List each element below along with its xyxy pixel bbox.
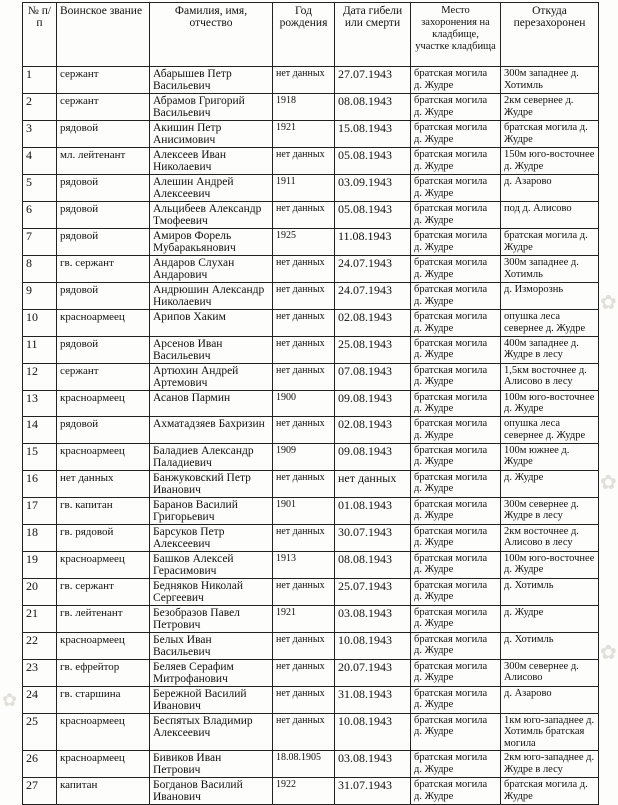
burial-place-cell: братская могила д. Жудре	[411, 148, 501, 175]
reburied-from-cell: 100м юго-восточнее д. Жудре	[501, 551, 599, 578]
burial-place-cell: братская могила д. Жудре	[411, 497, 501, 524]
birth-year-cell: 1922	[273, 778, 335, 805]
death-date-cell: 10.08.1943	[335, 632, 411, 659]
header-reburied-from: Откуда перезахоронен	[501, 3, 599, 67]
table-row	[23, 363, 599, 390]
military-rank-cell: капитан	[57, 778, 150, 805]
table-header-row	[23, 3, 599, 67]
header-death-date: Дата гибели или смерти	[335, 3, 411, 67]
death-date-cell: 08.08.1943	[335, 94, 411, 121]
full-name-cell: Амиров Форель Мубаракьянович	[150, 229, 273, 256]
death-date-cell: 07.08.1943	[335, 363, 411, 390]
burial-place-cell: братская могила д. Жудре	[411, 605, 501, 632]
table-row	[23, 229, 599, 256]
row-number-cell: 20	[23, 578, 57, 605]
reburied-from-cell: 300м западнее д. Хотимль	[501, 67, 599, 94]
death-date-cell: 03.08.1943	[335, 605, 411, 632]
burial-place-cell: братская могила д. Жудре	[411, 202, 501, 229]
table-row	[23, 417, 599, 444]
death-date-cell: 24.07.1943	[335, 256, 411, 283]
header-name: Фамилия, имя, отчество	[150, 3, 273, 67]
table-row	[23, 256, 599, 283]
birth-year-cell: 1901	[273, 497, 335, 524]
reburied-from-cell: 1км юго-западнее д. Хотимль братская могила	[501, 713, 599, 751]
full-name-cell: Абарышев Петр Васильевич	[150, 67, 273, 94]
military-rank-cell: рядовой	[57, 121, 150, 148]
death-date-cell: 03.09.1943	[335, 175, 411, 202]
military-rank-cell: рядовой	[57, 336, 150, 363]
row-number-cell: 22	[23, 632, 57, 659]
death-date-cell: 01.08.1943	[335, 497, 411, 524]
reburied-from-cell: 300м севернее д. Алисово	[501, 659, 599, 686]
table-row	[23, 121, 599, 148]
death-date-cell: 15.08.1943	[335, 121, 411, 148]
birth-year-cell: 18.08.1905	[273, 751, 335, 778]
burial-place-cell: братская могила д. Жудре	[411, 659, 501, 686]
full-name-cell: Баранов Василий Григорьевич	[150, 497, 273, 524]
reburied-from-cell: д. Жудре	[501, 470, 599, 497]
birth-year-cell: 1913	[273, 551, 335, 578]
birth-year-cell: 1921	[273, 121, 335, 148]
reburied-from-cell: под д. Алисово	[501, 202, 599, 229]
table-row	[23, 175, 599, 202]
table-row	[23, 336, 599, 363]
birth-year-cell: нет данных	[273, 363, 335, 390]
reburied-from-cell: 2км юго-западнее д. Жудре в лесу	[501, 751, 599, 778]
watermark-ornament: ✿	[600, 470, 617, 494]
full-name-cell: Асанов Пармин	[150, 390, 273, 417]
military-rank-cell: красноармеец	[57, 390, 150, 417]
reburied-from-cell: опушка леса севернее д. Жудре	[501, 310, 599, 337]
military-rank-cell: красноармеец	[57, 310, 150, 337]
burial-place-cell: братская могила д. Жудре	[411, 686, 501, 713]
birth-year-cell: нет данных	[273, 470, 335, 497]
row-number-cell: 3	[23, 121, 57, 148]
row-number-cell: 19	[23, 551, 57, 578]
row-number-cell: 18	[23, 524, 57, 551]
military-rank-cell: гв. старшина	[57, 686, 150, 713]
row-number-cell: 14	[23, 417, 57, 444]
birth-year-cell: нет данных	[273, 632, 335, 659]
military-rank-cell: рядовой	[57, 175, 150, 202]
birth-year-cell: 1911	[273, 175, 335, 202]
full-name-cell: Андрюшин Александр Николаевич	[150, 283, 273, 310]
table-row	[23, 632, 599, 659]
reburied-from-cell: д. Азарово	[501, 175, 599, 202]
birth-year-cell: нет данных	[273, 713, 335, 751]
burial-place-cell: братская могила д. Жудре	[411, 67, 501, 94]
full-name-cell: Богданов Василий Иванович	[150, 778, 273, 805]
reburied-from-cell: 1,5км восточнее д. Алисово в лесу	[501, 363, 599, 390]
military-rank-cell: красноармеец	[57, 551, 150, 578]
reburied-from-cell: братская могила д. Жудре	[501, 229, 599, 256]
military-rank-cell: сержант	[57, 363, 150, 390]
full-name-cell: Артюхин Андрей Артемович	[150, 363, 273, 390]
table-row	[23, 283, 599, 310]
table-row	[23, 67, 599, 94]
military-rank-cell: красноармеец	[57, 713, 150, 751]
row-number-cell: 17	[23, 497, 57, 524]
burial-place-cell: братская могила д. Жудре	[411, 256, 501, 283]
burial-place-cell: братская могила д. Жудре	[411, 751, 501, 778]
table-row	[23, 148, 599, 175]
death-date-cell: 08.08.1943	[335, 551, 411, 578]
death-date-cell: 25.08.1943	[335, 336, 411, 363]
reburied-from-cell: 100м юго-восточнее д. Жудре	[501, 390, 599, 417]
burial-records-table	[22, 2, 599, 805]
row-number-cell: 9	[23, 283, 57, 310]
death-date-cell: 05.08.1943	[335, 148, 411, 175]
full-name-cell: Банжуковский Петр Иванович	[150, 470, 273, 497]
death-date-cell: 10.08.1943	[335, 713, 411, 751]
full-name-cell: Бережной Василий Иванович	[150, 686, 273, 713]
reburied-from-cell: братская могила д. Жудре	[501, 121, 599, 148]
row-number-cell: 7	[23, 229, 57, 256]
table-row	[23, 390, 599, 417]
reburied-from-cell: братская могила д. Жудре	[501, 778, 599, 805]
military-rank-cell: гв. сержант	[57, 256, 150, 283]
row-number-cell: 15	[23, 443, 57, 470]
row-number-cell: 25	[23, 713, 57, 751]
birth-year-cell: нет данных	[273, 659, 335, 686]
military-rank-cell: гв. рядовой	[57, 524, 150, 551]
row-number-cell: 12	[23, 363, 57, 390]
reburied-from-cell: 150м юго-восточнее д. Жудре	[501, 148, 599, 175]
header-num: № п/п	[23, 3, 57, 67]
death-date-cell: 27.07.1943	[335, 67, 411, 94]
full-name-cell: Алексеев Иван Николаевич	[150, 148, 273, 175]
table-row	[23, 202, 599, 229]
table-row	[23, 778, 599, 805]
burial-place-cell: братская могила д. Жудре	[411, 283, 501, 310]
death-date-cell: 02.08.1943	[335, 417, 411, 444]
full-name-cell: Бивиков Иван Петрович	[150, 751, 273, 778]
table-row	[23, 713, 599, 751]
row-number-cell: 21	[23, 605, 57, 632]
military-rank-cell: рядовой	[57, 202, 150, 229]
birth-year-cell: нет данных	[273, 256, 335, 283]
birth-year-cell: нет данных	[273, 336, 335, 363]
military-rank-cell: мл. лейтенант	[57, 148, 150, 175]
full-name-cell: Баладиев Александр Паладиевич	[150, 443, 273, 470]
watermark-ornament: ✿	[2, 690, 18, 711]
full-name-cell: Андаров Слухан Андарович	[150, 256, 273, 283]
birth-year-cell: 1918	[273, 94, 335, 121]
table-row	[23, 497, 599, 524]
row-number-cell: 10	[23, 310, 57, 337]
burial-place-cell: братская могила д. Жудре	[411, 121, 501, 148]
full-name-cell: Беляев Серафим Митрофанович	[150, 659, 273, 686]
death-date-cell: 30.07.1943	[335, 524, 411, 551]
death-date-cell: 02.08.1943	[335, 310, 411, 337]
military-rank-cell: сержант	[57, 94, 150, 121]
row-number-cell: 6	[23, 202, 57, 229]
death-date-cell: 31.07.1943	[335, 778, 411, 805]
burial-place-cell: братская могила д. Жудре	[411, 778, 501, 805]
table-row	[23, 751, 599, 778]
table-row	[23, 310, 599, 337]
burial-place-cell: братская могила д. Жудре	[411, 443, 501, 470]
death-date-cell: 11.08.1943	[335, 229, 411, 256]
death-date-cell: 31.08.1943	[335, 686, 411, 713]
military-rank-cell: гв. ефрейтор	[57, 659, 150, 686]
death-date-cell: 05.08.1943	[335, 202, 411, 229]
military-rank-cell: сержант	[57, 67, 150, 94]
reburied-from-cell: 2км восточнее д. Алисово в лесу	[501, 524, 599, 551]
birth-year-cell: нет данных	[273, 578, 335, 605]
burial-place-cell: братская могила д. Жудре	[411, 390, 501, 417]
full-name-cell: Альцибеев Александр Тмофеевич	[150, 202, 273, 229]
birth-year-cell: 1921	[273, 605, 335, 632]
full-name-cell: Барсуков Петр Алексеевич	[150, 524, 273, 551]
military-rank-cell: гв. лейтенант	[57, 605, 150, 632]
birth-year-cell: нет данных	[273, 202, 335, 229]
birth-year-cell: 1900	[273, 390, 335, 417]
birth-year-cell: нет данных	[273, 417, 335, 444]
table-row	[23, 686, 599, 713]
full-name-cell: Башков Алексей Герасимович	[150, 551, 273, 578]
birth-year-cell: 1925	[273, 229, 335, 256]
military-rank-cell: красноармеец	[57, 751, 150, 778]
reburied-from-cell: 300м западнее д. Хотимль	[501, 256, 599, 283]
full-name-cell: Ахматадзяев Бахризин	[150, 417, 273, 444]
full-name-cell: Арсенов Иван Васильевич	[150, 336, 273, 363]
military-rank-cell: рядовой	[57, 417, 150, 444]
row-number-cell: 13	[23, 390, 57, 417]
table-row	[23, 605, 599, 632]
row-number-cell: 8	[23, 256, 57, 283]
burial-place-cell: братская могила д. Жудре	[411, 336, 501, 363]
burial-place-cell: братская могила д. Жудре	[411, 524, 501, 551]
row-number-cell: 1	[23, 67, 57, 94]
row-number-cell: 4	[23, 148, 57, 175]
burial-place-cell: братская могила д. Жудре	[411, 551, 501, 578]
full-name-cell: Белых Иван Васильевич	[150, 632, 273, 659]
table-row	[23, 578, 599, 605]
burial-place-cell: братская могила д. Жудре	[411, 470, 501, 497]
birth-year-cell: нет данных	[273, 283, 335, 310]
watermark-ornament: ✿	[600, 290, 617, 314]
full-name-cell: Безобразов Павел Петрович	[150, 605, 273, 632]
burial-place-cell: братская могила д. Жудре	[411, 175, 501, 202]
full-name-cell: Акишин Петр Анисимович	[150, 121, 273, 148]
reburied-from-cell: опушка леса севернее д. Жудре	[501, 417, 599, 444]
birth-year-cell: нет данных	[273, 524, 335, 551]
burial-place-cell: братская могила д. Жудре	[411, 417, 501, 444]
death-date-cell: 25.07.1943	[335, 578, 411, 605]
row-number-cell: 2	[23, 94, 57, 121]
full-name-cell: Абрамов Григорий Васильевич	[150, 94, 273, 121]
burial-place-cell: братская могила д. Жудре	[411, 632, 501, 659]
table-row	[23, 94, 599, 121]
reburied-from-cell: 300м севернее д. Жудре в лесу	[501, 497, 599, 524]
row-number-cell: 27	[23, 778, 57, 805]
row-number-cell: 5	[23, 175, 57, 202]
table-row	[23, 659, 599, 686]
table-row	[23, 551, 599, 578]
military-rank-cell: красноармеец	[57, 443, 150, 470]
row-number-cell: 26	[23, 751, 57, 778]
birth-year-cell: нет данных	[273, 686, 335, 713]
row-number-cell: 23	[23, 659, 57, 686]
burial-place-cell: братская могила д. Жудре	[411, 229, 501, 256]
death-date-cell: 24.07.1943	[335, 283, 411, 310]
military-rank-cell: нет данных	[57, 470, 150, 497]
watermark-ornament: ✿	[600, 640, 617, 664]
header-burial-place: Место захоронения на кладбище, участке кладбища	[411, 3, 501, 67]
reburied-from-cell: 2км севернее д. Жудре	[501, 94, 599, 121]
table-row	[23, 443, 599, 470]
death-date-cell: 09.08.1943	[335, 390, 411, 417]
burial-place-cell: братская могила д. Жудре	[411, 578, 501, 605]
row-number-cell: 16	[23, 470, 57, 497]
birth-year-cell: нет данных	[273, 148, 335, 175]
military-rank-cell: рядовой	[57, 283, 150, 310]
reburied-from-cell: 100м южнее д. Жудре	[501, 443, 599, 470]
death-date-cell: 20.07.1943	[335, 659, 411, 686]
full-name-cell: Беспятых Владимир Алексеевич	[150, 713, 273, 751]
reburied-from-cell: д. Хотимль	[501, 578, 599, 605]
reburied-from-cell: 400м западнее д. Жудре в лесу	[501, 336, 599, 363]
header-rank: Воинское звание	[57, 3, 150, 67]
header-birth-year: Год рождения	[273, 3, 335, 67]
military-rank-cell: рядовой	[57, 229, 150, 256]
row-number-cell: 11	[23, 336, 57, 363]
birth-year-cell: нет данных	[273, 310, 335, 337]
table-row	[23, 470, 599, 497]
row-number-cell: 24	[23, 686, 57, 713]
burial-place-cell: братская могила д. Жудре	[411, 363, 501, 390]
full-name-cell: Арипов Хаким	[150, 310, 273, 337]
military-rank-cell: красноармеец	[57, 632, 150, 659]
reburied-from-cell: д. Жудре	[501, 605, 599, 632]
birth-year-cell: нет данных	[273, 67, 335, 94]
burial-place-cell: братская могила д. Жудре	[411, 310, 501, 337]
military-rank-cell: гв. капитан	[57, 497, 150, 524]
death-date-cell: 09.08.1943	[335, 443, 411, 470]
reburied-from-cell: д. Азарово	[501, 686, 599, 713]
full-name-cell: Алешин Андрей Алексеевич	[150, 175, 273, 202]
burial-place-cell: братская могила д. Жудре	[411, 94, 501, 121]
death-date-cell: нет данных	[335, 470, 411, 497]
reburied-from-cell: д. Изморознь	[501, 283, 599, 310]
birth-year-cell: 1909	[273, 443, 335, 470]
burial-place-cell: братская могила д. Жудре	[411, 713, 501, 751]
military-rank-cell: гв. сержант	[57, 578, 150, 605]
reburied-from-cell: д. Хотимль	[501, 632, 599, 659]
full-name-cell: Бедняков Николай Сергеевич	[150, 578, 273, 605]
death-date-cell: 03.08.1943	[335, 751, 411, 778]
table-row	[23, 524, 599, 551]
